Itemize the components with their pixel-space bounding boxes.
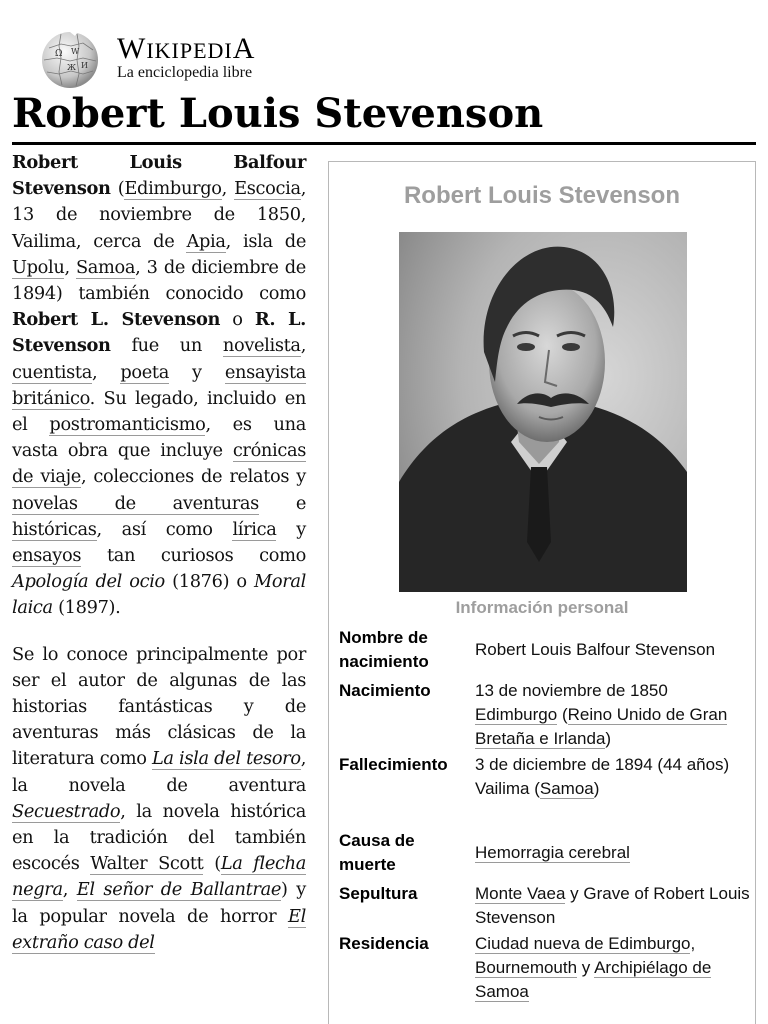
link-apia[interactable]: Apia xyxy=(186,230,226,252)
portrait-photo xyxy=(399,232,687,592)
infobox-value xyxy=(475,932,751,1004)
text-run: , así como xyxy=(96,518,233,540)
wordmark-middle: IKIPEDI xyxy=(146,38,233,63)
text-run: , es una vasta obra que incluye xyxy=(12,414,306,462)
infobox-value xyxy=(475,753,751,801)
link-samoa[interactable]: Samoa xyxy=(539,779,594,798)
svg-text:Ω: Ω xyxy=(55,49,63,59)
infobox-label: Nombre de nacimiento xyxy=(339,628,429,671)
link-lirica[interactable]: lírica xyxy=(232,518,277,540)
link-secuestrado[interactable] xyxy=(12,801,120,823)
text-run: Se lo conoce principalmente por ser el autor de algunas de las historias fantásticas y de aventuras más clásicas de la literatura como xyxy=(12,643,306,770)
infobox-title: Robert Louis Stevenson xyxy=(403,182,681,209)
text-run: Vailima ( xyxy=(475,779,540,798)
link-cuentista[interactable]: cuentista xyxy=(12,361,92,383)
text-run: ( xyxy=(110,178,125,200)
text-run: , xyxy=(300,335,306,357)
svg-text:И: И xyxy=(81,61,88,70)
infobox-value xyxy=(475,841,751,865)
link-samoa[interactable]: Samoa xyxy=(75,256,136,278)
text-run: , colecciones de relatos y xyxy=(80,466,306,488)
article-paragraph-intro xyxy=(12,150,306,622)
text-run: fue un xyxy=(110,335,223,357)
svg-text:Ж: Ж xyxy=(67,63,76,72)
link-el-senor-de-ballantrae[interactable] xyxy=(77,879,281,901)
text-run: , 3 de diciembre de 1894) también conocido como xyxy=(12,256,306,305)
text-run: e xyxy=(258,492,307,514)
death-date: 3 de diciembre de 1894 (44 años) xyxy=(475,755,730,774)
link-la-isla-del-tesoro[interactable] xyxy=(152,748,301,770)
text-run: ( xyxy=(557,705,568,724)
text-run: , xyxy=(221,178,235,200)
text-run: , la novela histórica en la tradición del también escocés xyxy=(12,800,306,875)
infobox-label: Residencia xyxy=(339,934,429,953)
link-escocia[interactable]: Escocia xyxy=(234,178,301,200)
wordmark-first-letter: W xyxy=(117,32,147,65)
text-run: y xyxy=(168,361,225,383)
text-run: ) xyxy=(605,729,612,748)
work-title-apologia: Apología del ocio xyxy=(12,571,165,593)
infobox-row-nacimiento xyxy=(339,679,749,751)
text-run: y xyxy=(577,958,595,977)
text-run: , isla de xyxy=(225,230,306,252)
article-body xyxy=(12,150,306,976)
alias-bold: R. L. Stevenson xyxy=(12,309,306,357)
link-ensayos[interactable]: ensayos xyxy=(12,545,82,567)
infobox-value xyxy=(475,882,751,930)
text-run: , la novela de aventura xyxy=(12,748,306,796)
link-novelista[interactable]: novelista xyxy=(222,335,301,357)
text-run: , xyxy=(91,361,121,383)
svg-text:W: W xyxy=(71,47,80,56)
text-run: , xyxy=(62,879,77,901)
link-cronicas-de-viaje[interactable]: crónicas de viaje xyxy=(12,440,306,488)
link-text: El señor de Ballantrae xyxy=(76,879,281,901)
link-hemorragia-cerebral[interactable]: Hemorragia cerebral xyxy=(475,843,630,862)
infobox-label: Nacimiento xyxy=(339,681,431,700)
link-edimburgo[interactable]: Edimburgo xyxy=(124,178,222,200)
infobox-row-sepultura xyxy=(339,882,749,932)
work-title-moral-laica: Moral laica xyxy=(12,571,306,619)
infobox-value xyxy=(475,679,751,751)
text-run: tan curiosos como xyxy=(81,545,306,567)
text-run: (1897). xyxy=(52,597,121,619)
infobox-label: Sepultura xyxy=(339,884,418,903)
alias-bold: Robert L. Stevenson xyxy=(12,309,221,331)
text-run: ) y la popular novela de horror xyxy=(12,879,307,927)
article-paragraph-works xyxy=(12,642,306,956)
wikipedia-globe-icon[interactable] xyxy=(37,30,103,90)
text-run: (1876) o xyxy=(164,571,255,593)
infobox-row-fallecimiento xyxy=(339,753,749,827)
title-divider xyxy=(12,142,756,145)
text-run: y xyxy=(276,518,306,540)
text-run: , 13 de noviembre de 1850, Vailima, cerca de xyxy=(12,178,307,252)
infobox-label: Causa de muerte xyxy=(339,831,415,874)
text-run: . Su legado, incluido en el xyxy=(12,387,306,436)
link-text: El extraño caso del xyxy=(12,905,306,953)
page-title: Robert Louis Stevenson xyxy=(12,90,544,137)
text-run: ( xyxy=(203,853,221,875)
link-novelas-de-aventuras[interactable]: novelas de aventuras xyxy=(12,492,259,514)
link-ciudad-nueva-edimburgo[interactable]: Ciudad nueva de Edimburgo xyxy=(475,934,691,953)
infobox-value: Robert Louis Balfour Stevenson xyxy=(475,640,716,659)
subject-name: Robert Louis Balfour Stevenson xyxy=(12,152,306,200)
text-run: , xyxy=(690,934,696,953)
text-run: , xyxy=(64,256,76,278)
link-archipielago-samoa[interactable]: Archipiélago de Samoa xyxy=(475,958,712,1001)
link-text: La isla del tesoro xyxy=(151,748,301,770)
link-historicas[interactable]: históricas xyxy=(12,518,97,540)
infobox-section-heading: Información personal xyxy=(455,598,629,617)
text-run: ) xyxy=(593,779,600,798)
infobox-row-residencia xyxy=(339,932,749,1006)
infobox-row-causa xyxy=(339,829,749,879)
link-poeta[interactable]: poeta xyxy=(120,361,169,383)
link-ensayista-britanico[interactable]: ensayista británico xyxy=(12,361,306,409)
link-bournemouth[interactable]: Bournemouth xyxy=(475,958,578,977)
wikipedia-tagline: La enciclopedia libre xyxy=(117,64,253,81)
wikipedia-wordmark[interactable] xyxy=(117,34,255,66)
link-edimburgo[interactable]: Edimburgo xyxy=(475,705,558,724)
text-run: y Grave of Robert Louis Stevenson xyxy=(475,884,750,927)
link-text: La flecha negra xyxy=(12,853,306,901)
link-reino-unido[interactable]: Reino Unido de Gran Bretaña e Irlanda xyxy=(475,705,728,748)
portrait-image[interactable] xyxy=(399,232,687,592)
link-walter-scott[interactable]: Walter Scott xyxy=(90,853,204,875)
link-postromanticismo[interactable]: postromanticismo xyxy=(49,414,206,436)
link-upolu[interactable]: Upolu xyxy=(12,256,65,278)
birth-date: 13 de noviembre de 1850 xyxy=(475,681,668,700)
wordmark-last-letter: A xyxy=(232,32,256,65)
link-text: Secuestrado xyxy=(12,800,121,822)
link-monte-vaea[interactable]: Monte Vaea xyxy=(475,884,566,903)
infobox xyxy=(328,161,756,1024)
text-run: o xyxy=(220,309,255,331)
infobox-label: Fallecimiento xyxy=(339,755,448,774)
infobox-row-nombre xyxy=(339,626,749,676)
